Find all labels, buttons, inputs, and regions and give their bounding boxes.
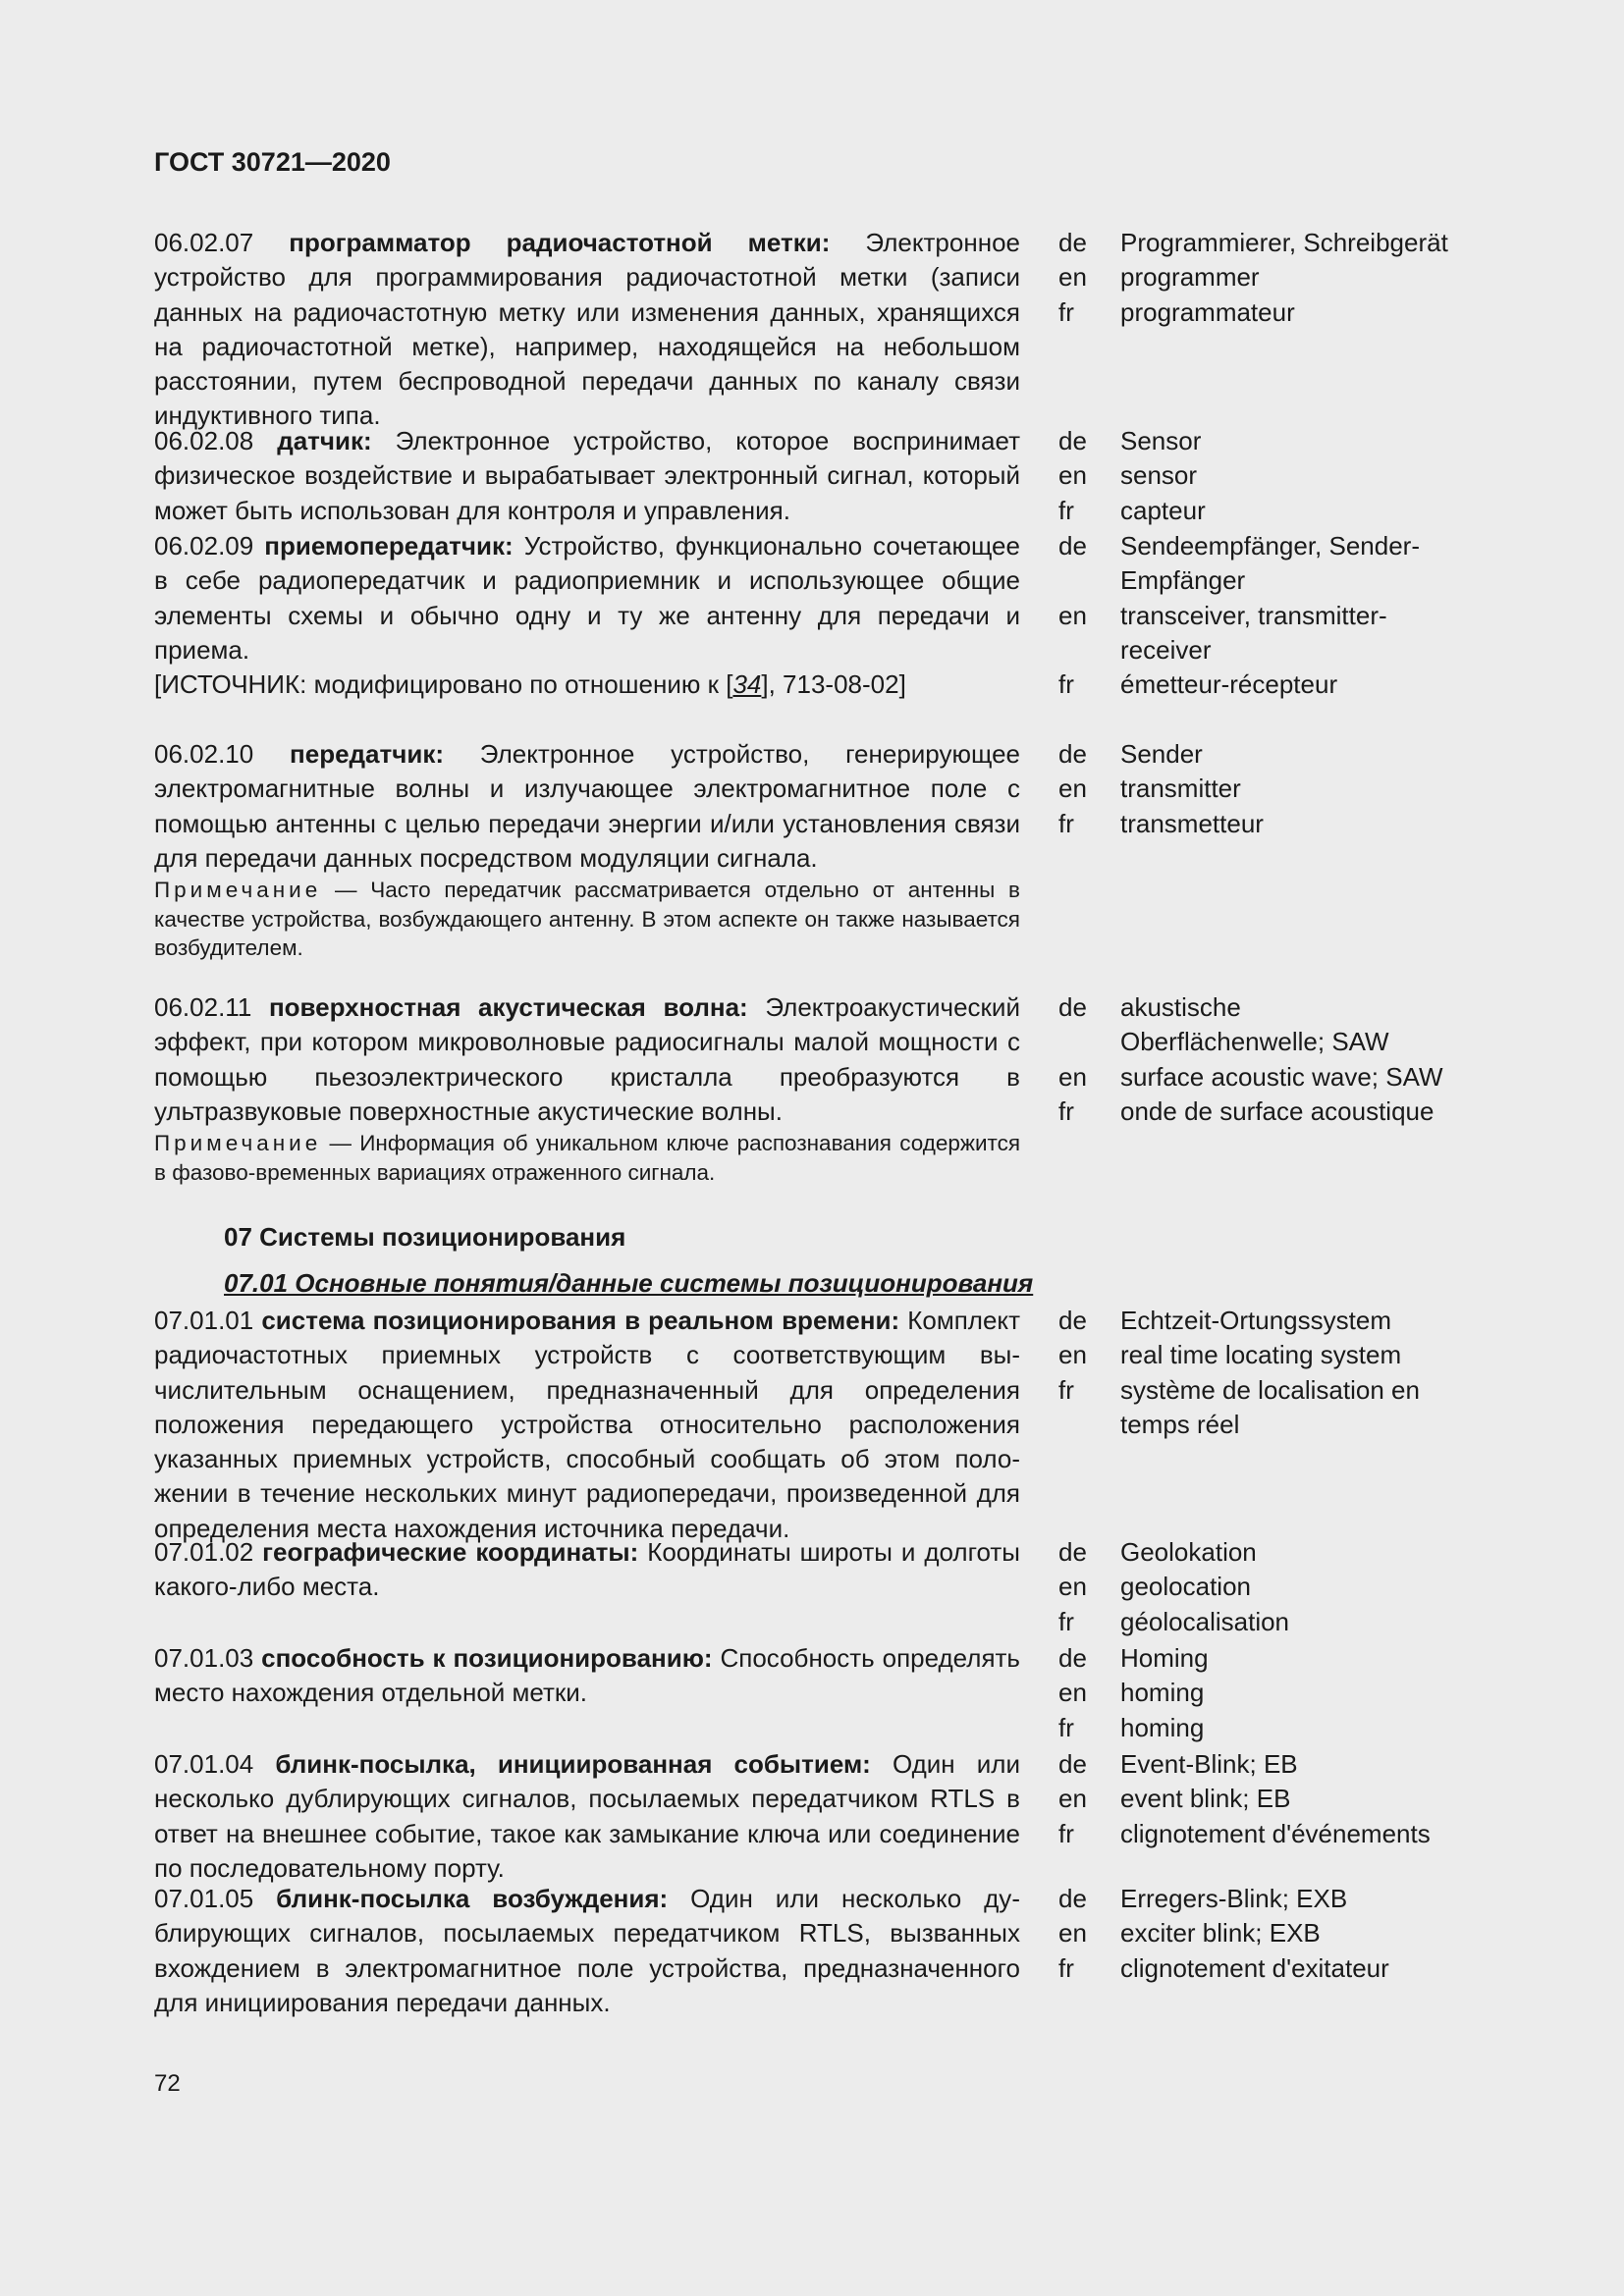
lang-fr: fr [1058, 1095, 1074, 1126]
term-fr: homing [1120, 1712, 1205, 1742]
term-en: geolocation [1120, 1572, 1251, 1602]
term-code: 06.02.07 [154, 228, 254, 257]
lang-en: en [1058, 1784, 1087, 1814]
term-name: блинк-посылка возбуждения: [276, 1884, 669, 1913]
lang-fr: fr [1058, 296, 1074, 327]
lang-de: de [1058, 739, 1087, 769]
term-de: Geolokation [1120, 1537, 1257, 1567]
subsection-title: 07.01 Основные понятия/данные системы позиционирования [224, 1268, 1034, 1298]
term-translations [1058, 737, 1451, 841]
term-code: 07.01.02 [154, 1537, 254, 1567]
term-text: Электронное устройство, которое воспринимает физическое воздействие и вырабатывает электронный сигнал, который может быть использован для контроля и управления. [154, 426, 1020, 525]
lang-de: de [1058, 1749, 1087, 1779]
term-text: Способность определять место нахождения отдельной метки. [154, 1643, 1020, 1708]
term-fr: programmateur [1120, 296, 1295, 327]
term-translations [1058, 1747, 1451, 1851]
term-fr: onde de surface acoustique [1120, 1095, 1435, 1126]
term-en: sensor [1120, 460, 1198, 491]
term-de: Echtzeit-Ortungssystem [1120, 1306, 1391, 1335]
term-fr: émetteur-récepteur [1120, 669, 1338, 700]
term-de: Homing [1120, 1643, 1209, 1673]
term-de: Programmierer, Schreibgerät [1120, 228, 1448, 257]
term-fr: clignotement d'exitateur [1120, 1952, 1389, 1983]
lang-de: de [1058, 1884, 1087, 1913]
term-translations [1058, 424, 1451, 528]
term-name: поверхностная акустическая волна: [268, 992, 748, 1022]
term-de: Erregers-Blink; EXB [1120, 1884, 1348, 1913]
term-en: homing [1120, 1678, 1205, 1708]
source-prefix: [ИСТОЧНИК: модифицировано по отношению к [ [154, 669, 733, 700]
lang-fr: fr [1058, 1952, 1074, 1983]
term-fr: système de localisation en temps réel [1120, 1374, 1420, 1439]
term-code: 06.02.09 [154, 531, 254, 561]
note [154, 876, 1020, 963]
term-text: Комплект радиочастотных приемных устройств с соответствующим вычислительным оснащением, предназначенный для определения положения передающего устройства относительно расположения указанных приемных устройств, способный сообщать об этом положении в течение нескольких минут радиопередачи, произведенной для определения места нахождения источника передачи. [154, 1306, 1020, 1543]
term-text: Координаты широты и долготы какого-либо места. [154, 1537, 1020, 1602]
term-de: Sender [1120, 739, 1203, 769]
term-text: Электронное устройство, генерирующее электромагнитные волны и излучающее электромагнитное поле с помощью антенны с целью передачи энергии и/или установления связи для передачи данных посредством модуляции сигнала. [154, 739, 1020, 873]
term-text: Электронное устройство для программирования радиочастотной метки (записи данных на радиочастотную метку или изменения данных, хранящихся на радиочастотной метке), например, находящейся на небольшом расстоянии, путем беспроводной передачи данных по каналу связи индуктивного типа. [154, 228, 1020, 431]
term-translations [1058, 990, 1451, 1129]
term-en: surface acoustic wave; SAW [1120, 1061, 1443, 1092]
term-code: 07.01.01 [154, 1306, 254, 1335]
term-name: система позиционирования в реальном времени: [261, 1306, 900, 1335]
term-code: 07.01.04 [154, 1749, 254, 1779]
lang-en: en [1058, 1061, 1087, 1092]
term-fr: transmetteur [1120, 808, 1264, 838]
term-text: Один или несколько дублирующих сигналов, посылаемых передатчиком RTLS, вызванных вхождением в электромагнитное поле устройства, предназначенного для инициирования передачи данных. [154, 1884, 1020, 2017]
lang-en: en [1058, 600, 1087, 630]
term-definition [154, 1641, 1020, 1711]
term-de: Sensor [1120, 426, 1202, 455]
source-suffix: ], 713-08-02] [761, 669, 906, 700]
term-translations [1058, 1304, 1451, 1442]
term-definition [154, 1304, 1020, 1546]
lang-de: de [1058, 228, 1087, 257]
term-fr: géolocalisation [1120, 1606, 1290, 1636]
reference-link[interactable]: 34 [732, 669, 762, 700]
term-translations [1058, 1641, 1451, 1745]
lang-fr: fr [1058, 1606, 1074, 1636]
lang-fr: fr [1058, 808, 1074, 838]
term-code: 06.02.11 [154, 992, 252, 1022]
lang-fr: fr [1058, 495, 1074, 525]
term-name: датчик: [277, 426, 372, 455]
term-code: 06.02.08 [154, 426, 254, 455]
lang-fr: fr [1058, 1818, 1074, 1848]
term-en: programmer [1120, 262, 1260, 293]
term-name: программатор радиочастотной метки: [289, 228, 831, 257]
term-code: 07.01.05 [154, 1884, 254, 1913]
lang-fr: fr [1058, 1374, 1074, 1405]
term-en: event blink; EB [1120, 1784, 1291, 1814]
term-name: приемопередатчик: [264, 531, 514, 561]
term-definition [154, 737, 1020, 963]
term-definition [154, 226, 1020, 434]
lang-de: de [1058, 531, 1087, 561]
lang-de: de [1058, 1537, 1087, 1567]
lang-en: en [1058, 1572, 1087, 1602]
page-number: 72 [154, 2070, 181, 2097]
term-de: akustische Oberflächenwelle; SAW [1120, 992, 1389, 1057]
note-label: Примечание [154, 878, 322, 903]
term-text: Электроакустический эффект, при котором микроволновые радиосигналы малой мощности с помощью пьезоэлектрического кристалла преобразуются в ультразвуковые поверхностные акустические волны. [154, 992, 1020, 1126]
lang-en: en [1058, 1918, 1087, 1949]
term-definition [154, 990, 1020, 1187]
term-en: exciter blink; EXB [1120, 1918, 1321, 1949]
lang-de: de [1058, 992, 1087, 1022]
lang-en: en [1058, 1340, 1087, 1370]
source-reference [154, 667, 1020, 702]
term-definition [154, 424, 1020, 528]
lang-de: de [1058, 1306, 1087, 1335]
term-definition [154, 529, 1020, 702]
lang-de: de [1058, 426, 1087, 455]
term-translations [1058, 1882, 1451, 1986]
term-text: Устройство, функционально сочетающее в себе радиопередатчик и радиоприемник и использующее общие элементы схемы и обычно одну и ту же антенну для передачи и приема. [154, 531, 1020, 665]
lang-en: en [1058, 262, 1087, 293]
term-translations [1058, 226, 1451, 330]
term-definition [154, 1747, 1020, 1886]
lang-en: en [1058, 1678, 1087, 1708]
term-definition [154, 1535, 1020, 1605]
lang-fr: fr [1058, 1712, 1074, 1742]
term-en: transmitter [1120, 774, 1241, 804]
term-name: передатчик: [290, 739, 444, 769]
lang-en: en [1058, 460, 1087, 491]
note-text: — Часто передатчик рассматривается отдельно от антенны в качестве устройства, возбуждающего антенну. В этом аспекте он также называется возбудителем. [154, 878, 1020, 961]
term-de: Sendeempfänger, Sender-Empfänger [1120, 531, 1420, 596]
section-title: 07 Системы позиционирования [224, 1222, 626, 1252]
lang-de: de [1058, 1643, 1087, 1673]
lang-en: en [1058, 774, 1087, 804]
term-fr: clignotement d'événements [1120, 1818, 1431, 1848]
term-en: transceiver, transmitter-receiver [1120, 600, 1387, 665]
standard-header: ГОСТ 30721—2020 [154, 147, 391, 177]
term-de: Event-Blink; EB [1120, 1749, 1298, 1779]
term-code: 07.01.03 [154, 1643, 254, 1673]
term-name: способность к позиционированию: [261, 1643, 713, 1673]
term-code: 06.02.10 [154, 739, 254, 769]
term-text: Один или несколько дублирующих сигналов, посылаемых передатчиком RTLS в ответ на внешнее событие, такое как замыкание ключа или соединение по последовательному порту. [154, 1749, 1020, 1883]
term-fr: capteur [1120, 495, 1206, 525]
note-text: — Информация об уникальном ключе распознавания содержится в фазово-временных вариациях отраженного сигнала. [154, 1131, 1020, 1185]
term-en: real time locating system [1120, 1340, 1402, 1370]
note-label: Примечание [154, 1131, 322, 1156]
lang-fr: fr [1058, 669, 1074, 700]
term-name: географические координаты: [262, 1537, 639, 1567]
term-name: блинк-посылка, инициированная событием: [275, 1749, 871, 1779]
term-translations [1058, 1535, 1451, 1639]
term-definition [154, 1882, 1020, 2020]
note [154, 1129, 1020, 1187]
term-translations [1058, 529, 1451, 702]
